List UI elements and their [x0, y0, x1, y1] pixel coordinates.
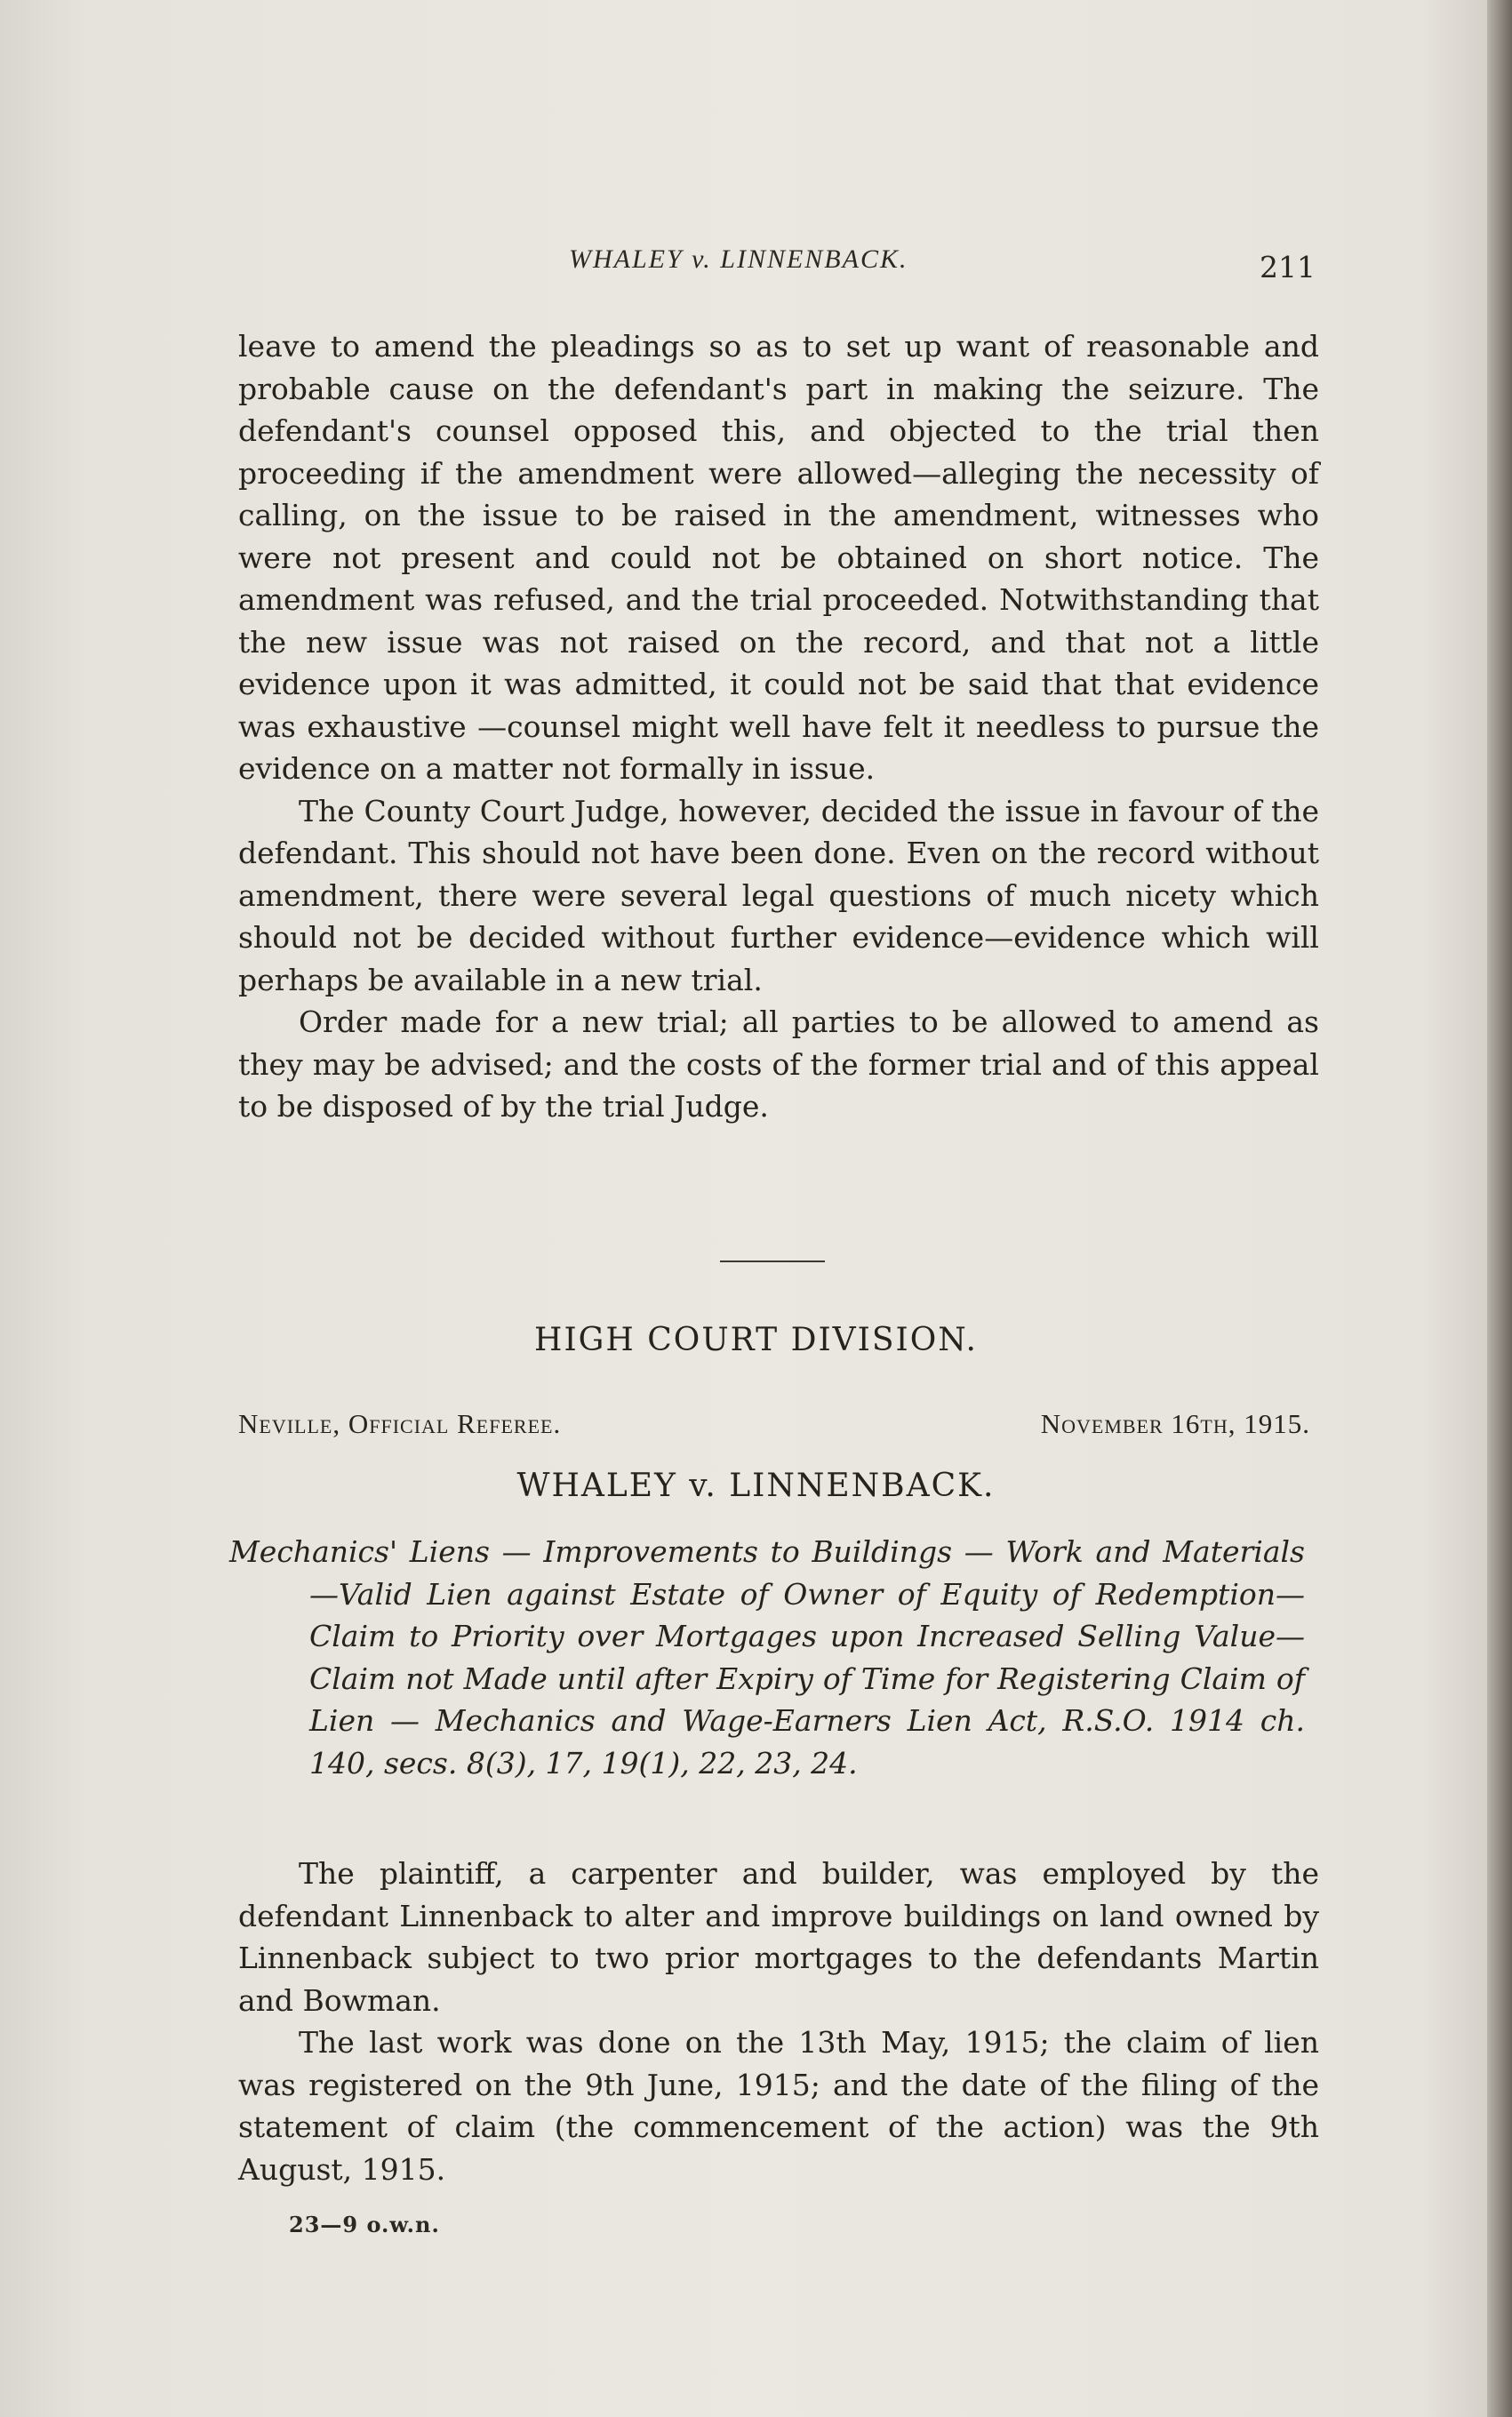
case-statement — [238, 1853, 1319, 2190]
decision-date: November 16th, 1915. — [1040, 1408, 1310, 1439]
case-title: WHALEY v. LINNENBACK. — [516, 1468, 996, 1504]
paragraph: leave to amend the pleadings so as to set up want of reasonable and probable cause on the defendant's part in making the seizure. The defendant's counsel opposed this, and objected to the trial then proceeding if the amendment were allowed—alleging the necessity of calling, on the issue to be raised in the amendment, witnesses who were not present and could not be obtained on short notice. The amendment was refused, and the trial proceeded. Notwithstanding that the new issue was not raised on the record, and that not a little evidence upon it was admitted, it could not be said that that evidence was exhaustive —counsel might well have felt it needless to pursue the evidence on a matter not formally in issue. — [238, 329, 1319, 786]
paragraph: The County Court Judge, however, decided the issue in favour of the defendant. This should not have been done. Even on the record without amendment, there were several legal questions of much nicety which should not be decided without further evidence—evidence which will perhaps be available in a new trial. — [238, 793, 1319, 997]
signature-mark: 23—9 o.w.n. — [289, 2212, 440, 2237]
paragraph: The plaintiff, a carpenter and builder, was employed by the defendant Linnenback to alter and improve buildings on land owned by Linnenback subject to two prior mortgages to the defendants Martin and Bowman. — [238, 1856, 1319, 2018]
page-header — [249, 244, 1316, 289]
headnote: Mechanics' Liens — Improvements to Buildings — Work and Materials—Valid Lien against Estate of Owner of Equity of Redemption—Claim to Priority over Mortgages upon Increased Selling Value—Claim not Made until after Expiry of Time for Registering Claim of Lien — Mechanics and Wage-Earners Lien Act, R.S.O. 1914 ch. 140, secs. 8(3), 17, 19(1), 22, 23, 24. — [229, 1534, 1305, 1781]
division-heading: HIGH COURT DIVISION. — [534, 1322, 978, 1358]
opinion-continuation — [238, 325, 1319, 1128]
paragraph: The last work was done on the 13th May, 1915; the claim of lien was registered on the 9th June, 1915; and the date of the filing of the statement of claim (the commencement of the action) was the 9th August, 1915. — [238, 2025, 1319, 2187]
judge-name: Neville, Official Referee. — [238, 1408, 562, 1439]
paragraph: Order made for a new trial; all parties to be allowed to amend as they may be advised; and the costs of the former trial and of this appeal to be disposed of by the trial Judge. — [238, 1004, 1319, 1124]
section-divider — [720, 1261, 825, 1262]
running-head: WHALEY v. LINNENBACK. — [569, 244, 908, 274]
page-edge-shadow — [1487, 0, 1512, 2417]
page-number: 211 — [1260, 250, 1316, 284]
